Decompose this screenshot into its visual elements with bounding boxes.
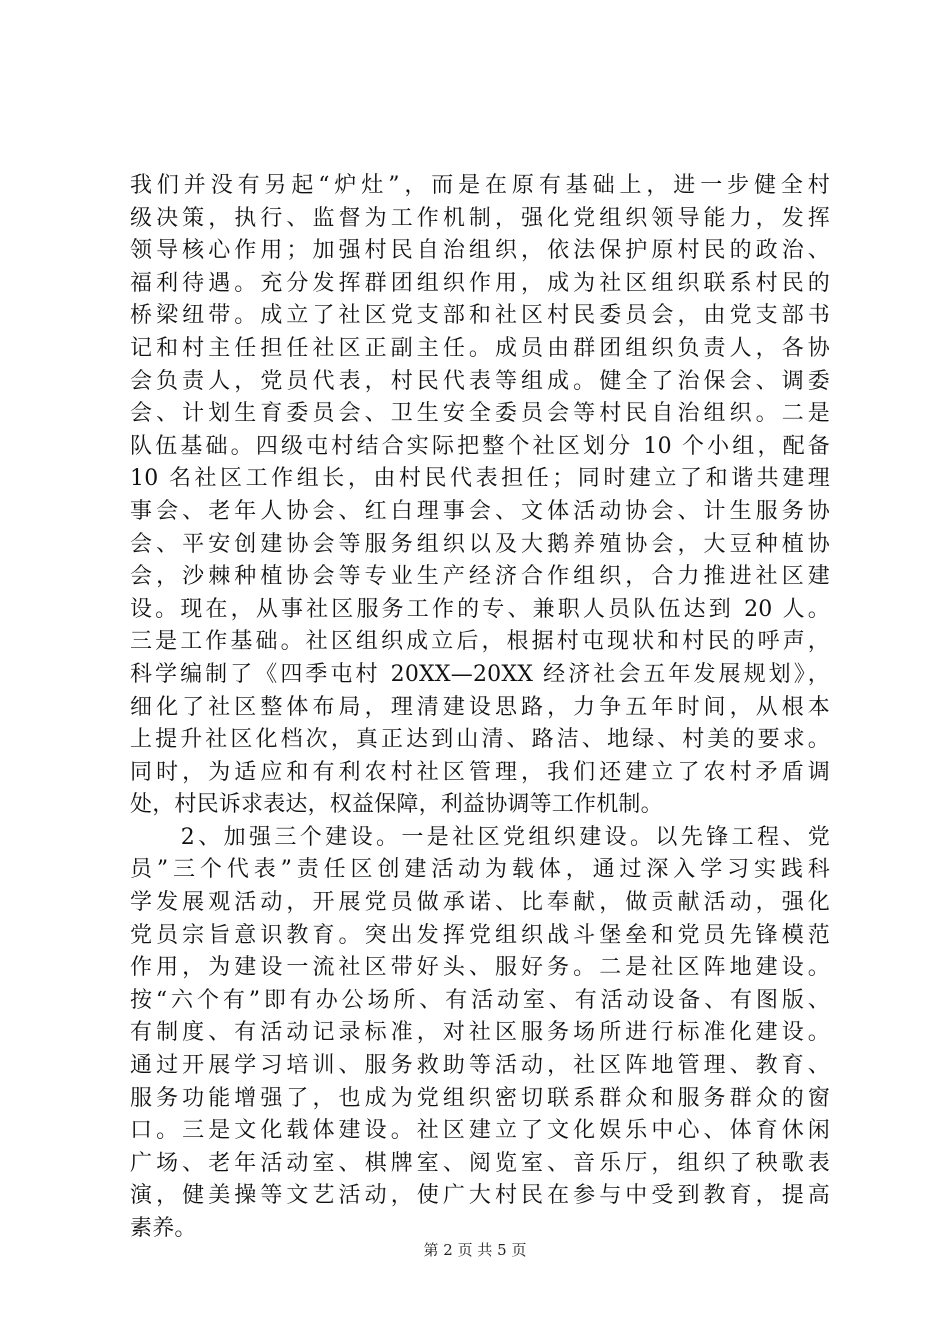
text-line: 广场、老年活动室、棋牌室、阅览室、音乐厅，组织了秧歌表 [130, 1150, 830, 1176]
text-line: 作用，为建设一流社区带好头、服好务。二是社区阵地建设。 [130, 955, 830, 981]
text-line: 我们并没有另起“炉灶”，而是在原有基础上，进一步健全村 [130, 173, 830, 198]
text-line: 会，沙棘种植协会等专业生产经济合作组织，合力推进社区建 [130, 564, 830, 590]
text-line: 细化了社区整体布局，理清建设思路，力争五年时间，从根本 [130, 694, 830, 720]
text-line: 2、加强三个建设。一是社区党组织建设。以先锋工程、党 [130, 824, 830, 850]
text-line: 同时，为适应和有利农村社区管理，我们还建立了农村矛盾调 [130, 759, 830, 785]
text-line: 按“六个有”即有办公场所、有活动室、有活动设备、有图版、 [130, 987, 830, 1013]
text-line: 福利待遇。充分发挥群团组织作用，成为社区组织联系村民的 [130, 270, 830, 296]
text-line: 会、计划生育委员会、卫生安全委员会等村民自治组织。二是 [130, 401, 830, 427]
text-line: 服务功能增强了，也成为党组织密切联系群众和服务群众的窗 [130, 1085, 830, 1111]
text-line: 演，健美操等文艺活动，使广大村民在参与中受到教育，提高 [130, 1183, 830, 1209]
text-line: 素养。 [130, 1216, 197, 1241]
text-line: 三是工作基础。社区组织成立后，根据村屯现状和村民的呼声， [130, 629, 830, 655]
text-line: 口。三是文化载体建设。社区建立了文化娱乐中心、体育休闲 [130, 1118, 830, 1144]
text-line: 10 名社区工作组长，由村民代表担任；同时建立了和谐共建理 [130, 466, 830, 492]
text-line: 通过开展学习培训、服务救助等活动，社区阵地管理、教育、 [130, 1053, 830, 1079]
text-line: 记和村主任担任社区正副主任。成员由群团组织负责人，各协 [130, 335, 830, 361]
text-line: 桥梁纽带。成立了社区党支部和社区村民委员会，由党支部书 [130, 303, 830, 329]
text-line: 有制度、有活动记录标准，对社区服务场所进行标准化建设。 [130, 1020, 830, 1046]
text-line: 设。现在，从事社区服务工作的专、兼职人员队伍达到 20 人。 [130, 596, 830, 622]
text-line: 科学编制了《四季屯村 20XX—20XX 经济社会五年发展规划》， [130, 661, 830, 687]
text-line: 领导核心作用；加强村民自治组织，依法保护原村民的政治、 [130, 238, 830, 264]
body-text [130, 170, 830, 1246]
text-line: 级决策，执行、监督为工作机制，强化党组织领导能力，发挥 [130, 205, 830, 231]
text-line: 党员宗旨意识教育。突出发挥党组织战斗堡垒和党员先锋模范 [130, 922, 830, 948]
text-line: 会、平安创建协会等服务组织以及大鹅养殖协会，大豆种植协 [130, 531, 830, 557]
text-line: 上提升社区化档次，真正达到山清、路洁、地绿、村美的要求。 [130, 727, 830, 753]
text-line: 员”三个代表”责任区创建活动为载体，通过深入学习实践科 [130, 857, 830, 883]
text-line: 学发展观活动，开展党员做承诺、比奉献，做贡献活动，强化 [130, 890, 830, 916]
text-line: 事会、老年人协会、红白理事会、文体活动协会、计生服务协 [130, 498, 830, 524]
text-line: 会负责人，党员代表，村民代表等组成。健全了治保会、调委 [130, 368, 830, 394]
text-line: 处，村民诉求表达，权益保障，利益协调等工作机制。 [130, 792, 663, 818]
page-number-footer: 第 2 页 共 5 页 [423, 1241, 527, 1259]
text-line: 队伍基础。四级屯村结合实际把整个社区划分 10 个小组，配备 [130, 433, 830, 459]
